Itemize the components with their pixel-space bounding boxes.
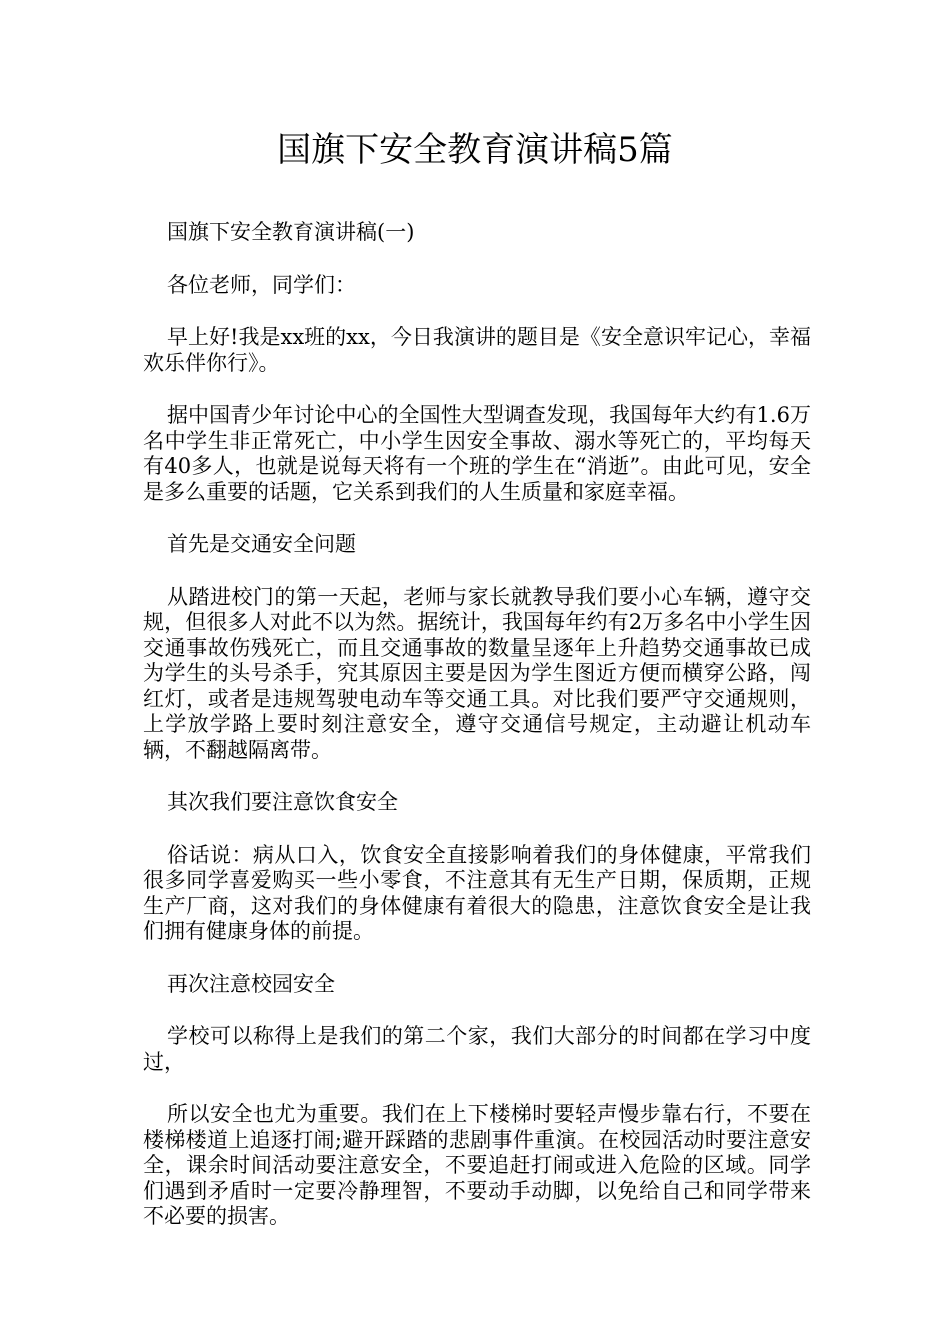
body-paragraph: 俗话说：病从口入，饮食安全直接影响着我们的身体健康，平常我们很多同学喜爱购买一些小零食，不注意其有无生产日期，保质期，正规生产厂商，这对我们的身体健康有着很大的隐患，注意饮食安全是让我们拥有健康身体的前提。	[143, 842, 811, 943]
document-body	[143, 220, 811, 1257]
subheading-paragraph: 再次注意校园安全	[167, 971, 335, 996]
body-paragraph: 从踏进校门的第一天起，老师与家长就教导我们要小心车辆，遵守交规，但很多人对此不以为然。据统计，我国每年约有2万多名中小学生因交通事故伤残死亡，而且交通事故的数量呈逐年上升趋势交通事故已成为学生的头号杀手，究其原因主要是因为学生图近方便而横穿公路，闯红灯，或者是违规驾驶电动车等交通工具。对比我们要严守交通规则，上学放学路上要时刻注意安全，遵守交通信号规定，主动避让机动车辆，不翻越隔离带。	[143, 584, 811, 762]
salutation-paragraph: 各位老师，同学们：	[167, 272, 356, 297]
section-heading: 国旗下安全教育演讲稿(一)	[167, 220, 415, 244]
document-title: 国旗下安全教育演讲稿5篇	[277, 130, 673, 170]
subheading-paragraph: 其次我们要注意饮食安全	[167, 790, 398, 814]
body-paragraph: 据中国青少年讨论中心的全国性大型调查发现，我国每年大约有1.6万名中学生非正常死亡，中小学生因安全事故、溺水等死亡的，平均每天有40多人，也就是说每天将有一个班的学生在“消逝”。由此可见，安全是多么重要的话题，它关系到我们的人生质量和家庭幸福。	[143, 403, 811, 504]
body-paragraph: 所以安全也尤为重要。我们在上下楼梯时要轻声慢步靠右行，不要在楼梯楼道上追逐打闹;避开踩踏的悲剧事件重演。在校园活动时要注意安全，课余时间活动要注意安全，不要追赶打闹或进入危险的区域。同学们遇到矛盾时一定要冷静理智，不要动手动脚，以免给自己和同学带来不必要的损害。	[143, 1102, 811, 1228]
body-paragraph: 早上好!我是xx班的xx，今日我演讲的题目是《安全意识牢记心，幸福欢乐伴你行》。	[143, 325, 811, 375]
subheading-paragraph: 首先是交通安全问题	[167, 532, 356, 556]
body-paragraph: 学校可以称得上是我们的第二个家，我们大部分的时间都在学习中度过，	[143, 1024, 811, 1074]
